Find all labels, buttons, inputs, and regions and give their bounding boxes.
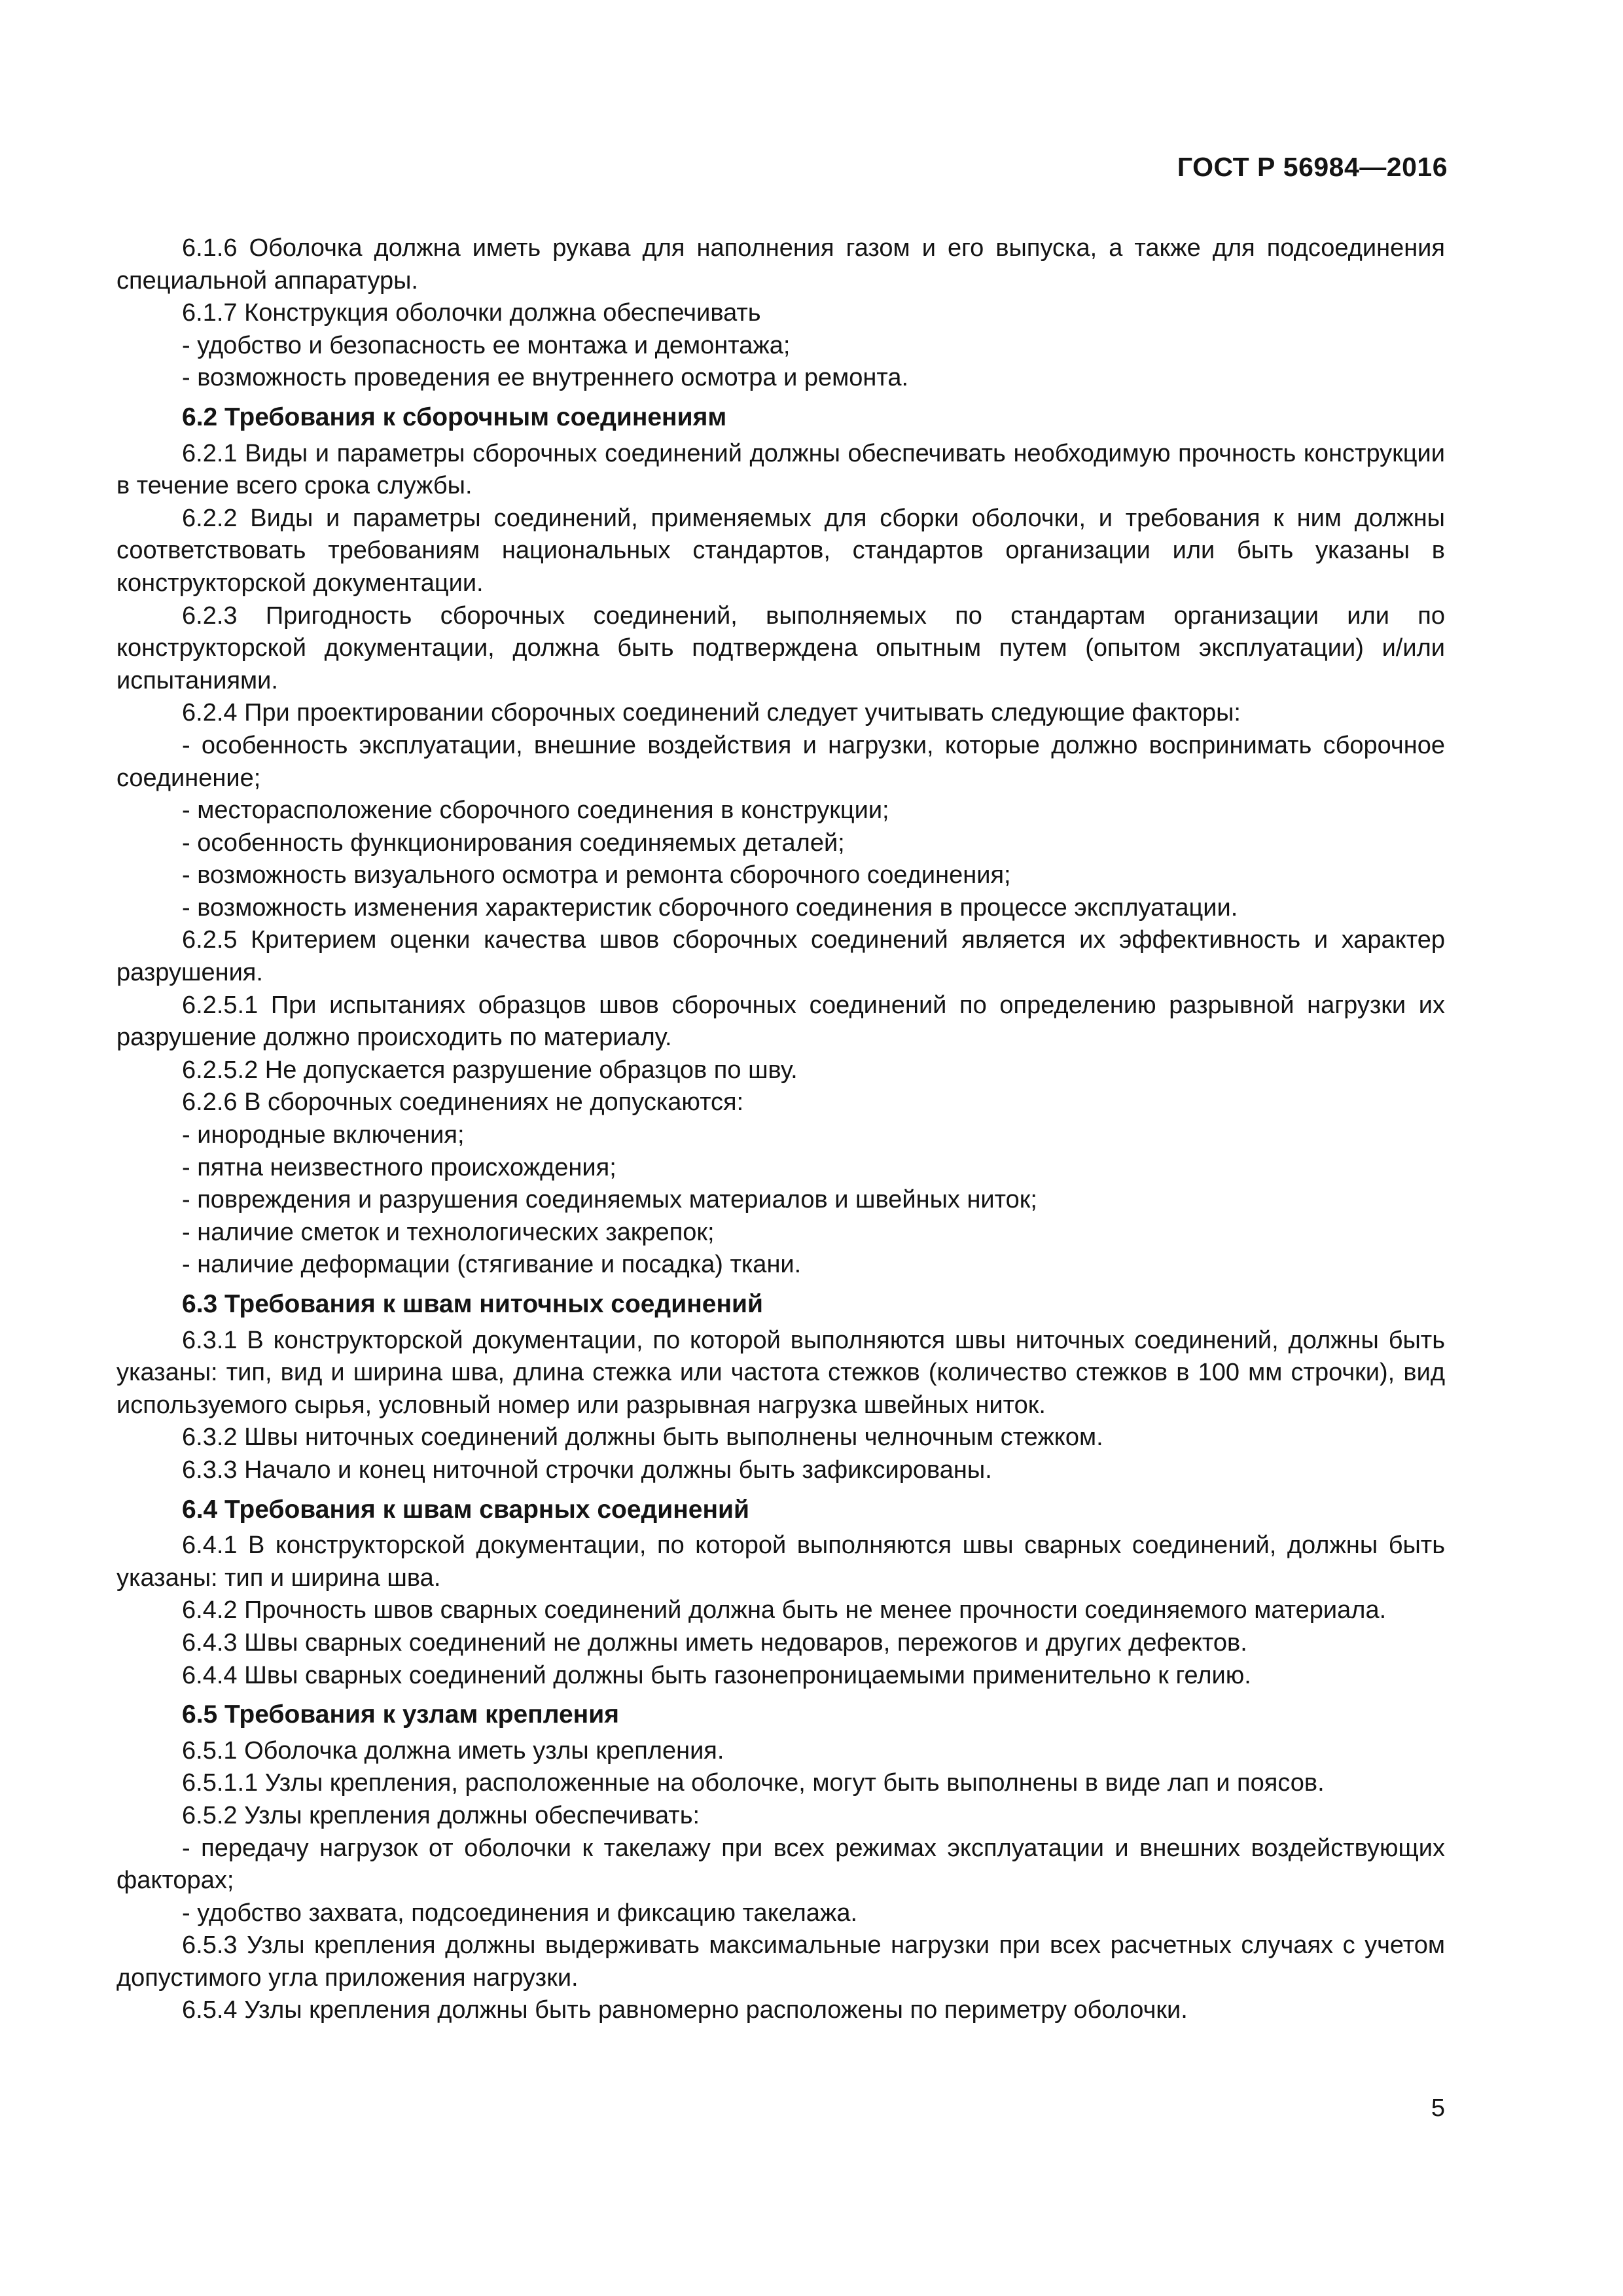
- paragraph-6-4-2: 6.4.2 Прочность швов сварных соединений должна быть не менее прочности соединяемого материала.: [182, 1596, 1387, 1624]
- paragraph-6-5-1-1: 6.5.1.1 Узлы крепления, расположенные на оболочке, могут быть выполнены в виде лап и поясов.: [182, 1769, 1325, 1797]
- list-item: - пятна неизвестного происхождения;: [182, 1153, 616, 1181]
- paragraph-6-2-5-2: 6.2.5.2 Не допускается разрушение образцов по шву.: [182, 1056, 798, 1084]
- paragraph-6-3-2: 6.3.2 Швы ниточных соединений должны быть выполнены челночным стежком.: [182, 1424, 1103, 1452]
- paragraph-6-4-3: 6.4.3 Швы сварных соединений не должны иметь недоваров, пережогов и других дефектов.: [182, 1628, 1247, 1657]
- list-item: - возможность изменения характеристик сборочного соединения в процессе эксплуатации.: [182, 893, 1238, 922]
- section-heading-6-2: 6.2 Требования к сборочным соединениям: [182, 403, 727, 431]
- list-item: - наличие сметок и технологических закрепок;: [182, 1218, 715, 1246]
- paragraph-6-2-5-1: 6.2.5.1 При испытаниях образцов швов сборочных соединений по определению разрывной нагрузки их разрушение должно происходить по материалу.: [116, 991, 1445, 1052]
- list-item: - особенность эксплуатации, внешние воздействия и нагрузки, которые должно воспринимать сборочное соединение;: [116, 731, 1445, 792]
- paragraph-6-1-7: 6.1.7 Конструкция оболочки должна обеспечивать: [182, 299, 761, 327]
- paragraph-6-2-5: 6.2.5 Критерием оценки качества швов сборочных соединений является их эффективность и характер разрушения.: [116, 926, 1445, 987]
- paragraph-6-1-6: 6.1.6 Оболочка должна иметь рукава для наполнения газом и его выпуска, а также для подсоединения специальной аппаратуры.: [116, 234, 1445, 295]
- paragraph-6-2-6: 6.2.6 В сборочных соединениях не допускаются:: [182, 1088, 744, 1117]
- section-heading-6-5: 6.5 Требования к узлам крепления: [182, 1700, 619, 1729]
- section-heading-6-3: 6.3 Требования к швам ниточных соединений: [182, 1290, 763, 1318]
- paragraph-6-2-4: 6.2.4 При проектировании сборочных соединений следует учитывать следующие факторы:: [182, 699, 1241, 727]
- paragraph-6-4-1: 6.4.1 В конструкторской документации, по которой выполняются швы сварных соединений, должны быть указаны: тип и ширина шва.: [116, 1532, 1445, 1592]
- list-item: - месторасположение сборочного соединения в конструкции;: [182, 797, 889, 825]
- paragraph-6-2-1: 6.2.1 Виды и параметры сборочных соединений должны обеспечивать необходимую прочность конструкции в течение всего срока службы.: [116, 439, 1445, 500]
- list-item: - возможность проведения ее внутреннего осмотра и ремонта.: [182, 364, 909, 392]
- paragraph-6-3-1: 6.3.1 В конструкторской документации, по которой выполняются швы ниточных соединений, должны быть указаны: тип, вид и ширина шва, длина стежка или частота стежков (количество стежков в 100 мм строчки), вид используемого сырья, условный номер или разрывная нагрузка швейных ниток.: [116, 1326, 1445, 1419]
- paragraph-6-5-1: 6.5.1 Оболочка должна иметь узлы крепления.: [182, 1736, 724, 1765]
- paragraph-6-5-3: 6.5.3 Узлы крепления должны выдерживать максимальные нагрузки при всех расчетных случаях с учетом допустимого угла приложения нагрузки.: [116, 1931, 1445, 1992]
- document-body: [116, 232, 1445, 2027]
- paragraph-6-5-4: 6.5.4 Узлы крепления должны быть равномерно расположены по периметру оболочки.: [182, 1996, 1188, 2024]
- paragraph-6-5-2: 6.5.2 Узлы крепления должны обеспечивать:: [182, 1801, 700, 1829]
- page-number: 5: [1431, 2094, 1445, 2122]
- list-item: - удобство и безопасность ее монтажа и демонтажа;: [182, 331, 791, 359]
- list-item: - повреждения и разрушения соединяемых материалов и швейных ниток;: [182, 1186, 1037, 1214]
- list-item: - особенность функционирования соединяемых деталей;: [182, 829, 845, 857]
- list-item: - удобство захвата, подсоединения и фиксацию такелажа.: [182, 1899, 858, 1927]
- paragraph-6-2-2: 6.2.2 Виды и параметры соединений, применяемых для сборки оболочки, и требования к ним должны соответствовать требованиям национальных стандартов, стандартов организации или быть указаны в конструкторской документации.: [116, 504, 1445, 597]
- paragraph-6-3-3: 6.3.3 Начало и конец ниточной строчки должны быть зафиксированы.: [182, 1456, 992, 1484]
- paragraph-6-2-3: 6.2.3 Пригодность сборочных соединений, выполняемых по стандартам организации или по конструкторской документации, должна быть подтверждена опытным путем (опытом эксплуатации) и/или испытаниями.: [116, 601, 1445, 694]
- section-heading-6-4: 6.4 Требования к швам сварных соединений: [182, 1495, 750, 1524]
- list-item: - возможность визуального осмотра и ремонта сборочного соединения;: [182, 861, 1011, 889]
- document-code-header: ГОСТ Р 56984—2016: [1177, 152, 1448, 182]
- list-item: - передачу нагрузок от оболочки к такелажу при всех режимах эксплуатации и внешних воздействующих факторах;: [116, 1834, 1445, 1895]
- list-item: - инородные включения;: [182, 1121, 465, 1149]
- paragraph-6-4-4: 6.4.4 Швы сварных соединений должны быть газонепроницаемыми применительно к гелию.: [182, 1661, 1251, 1689]
- list-item: - наличие деформации (стягивание и посадка) ткани.: [182, 1251, 802, 1279]
